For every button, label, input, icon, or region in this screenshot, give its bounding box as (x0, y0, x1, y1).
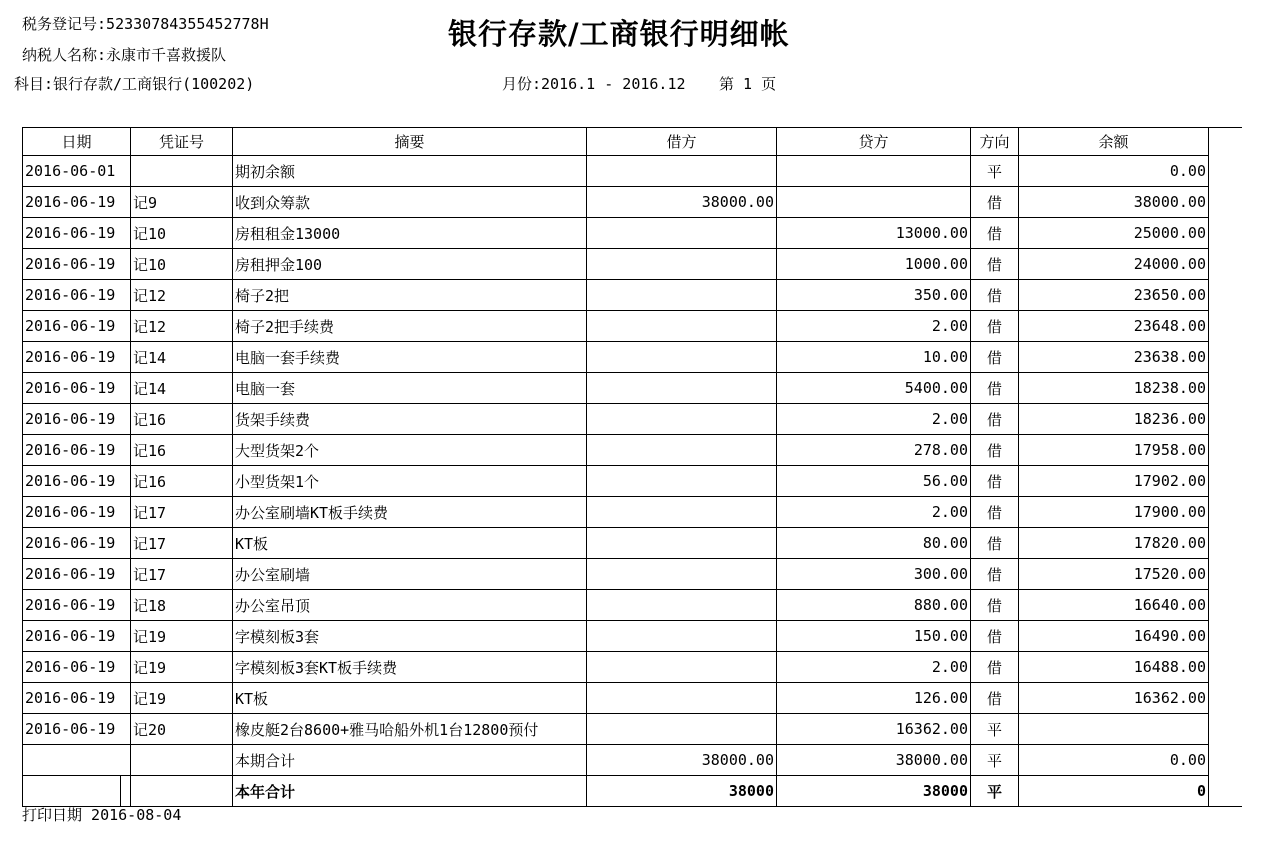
cell-credit (777, 156, 971, 187)
cell-voucher: 记20 (131, 714, 233, 745)
cell-direction: 借 (971, 528, 1019, 559)
cell-credit: 13000.00 (777, 218, 971, 249)
cell-direction: 借 (971, 621, 1019, 652)
table-header-row (23, 128, 1242, 156)
cell-voucher: 记17 (131, 559, 233, 590)
cell-debit (587, 559, 777, 590)
col-header-debit: 借方 (587, 128, 777, 156)
cell-date: 2016-06-19 (23, 528, 131, 559)
cell-debit (587, 621, 777, 652)
table-row (23, 156, 1242, 187)
cell-direction: 借 (971, 373, 1019, 404)
cell-debit (587, 652, 777, 683)
cell-credit: 2.00 (777, 652, 971, 683)
cell-credit: 80.00 (777, 528, 971, 559)
cell-direction: 借 (971, 435, 1019, 466)
page-title: 银行存款/工商银行明细帐 (448, 17, 790, 51)
cell-debit (587, 435, 777, 466)
cell-date: 2016-06-19 (23, 311, 131, 342)
subject-value: 银行存款/工商银行(100202) (53, 75, 255, 93)
table-tail-cell (1209, 745, 1242, 776)
table-tail-cell (1209, 373, 1242, 404)
cell-debit (587, 497, 777, 528)
table-tail-cell (1209, 311, 1242, 342)
cell-summary: 椅子2把 (233, 280, 587, 311)
taxpayer-value: 永康市千喜救援队 (106, 46, 227, 64)
table-row (23, 342, 1242, 373)
cell-voucher: 记18 (131, 590, 233, 621)
cell-debit: 38000.00 (587, 187, 777, 218)
cell-date: 2016-06-19 (23, 280, 131, 311)
cell-summary: 大型货架2个 (233, 435, 587, 466)
cell-credit: 16362.00 (777, 714, 971, 745)
cell-voucher: 记17 (131, 528, 233, 559)
cell-credit: 2.00 (777, 311, 971, 342)
cell-summary: 货架手续费 (233, 404, 587, 435)
cell-direction: 借 (971, 683, 1019, 714)
table-tail-cell (1209, 776, 1242, 807)
cell-balance: 0.00 (1019, 156, 1209, 187)
table-tail-cell (1209, 714, 1242, 745)
period-value: 2016.1 - 2016.12 (541, 75, 686, 93)
table-tail-cell (1209, 280, 1242, 311)
cell-direction: 平 (971, 776, 1019, 807)
cell-date: 2016-06-19 (23, 404, 131, 435)
cell-debit (587, 249, 777, 280)
cell-direction: 借 (971, 342, 1019, 373)
cell-date: 2016-06-19 (23, 373, 131, 404)
col-header-balance: 余额 (1019, 128, 1209, 156)
table-tail-cell (1209, 652, 1242, 683)
cell-direction: 借 (971, 559, 1019, 590)
cell-direction: 借 (971, 497, 1019, 528)
cell-date-gap (121, 776, 131, 807)
cell-summary: 电脑一套 (233, 373, 587, 404)
cell-voucher: 记16 (131, 404, 233, 435)
table-row (23, 187, 1242, 218)
cell-balance: 17900.00 (1019, 497, 1209, 528)
cell-debit (587, 342, 777, 373)
table-row (23, 683, 1242, 714)
table-tail-cell (1209, 156, 1242, 187)
cell-balance: 17958.00 (1019, 435, 1209, 466)
cell-date: 2016-06-19 (23, 714, 131, 745)
cell-voucher: 记14 (131, 373, 233, 404)
cell-voucher: 记17 (131, 497, 233, 528)
cell-voucher: 记19 (131, 683, 233, 714)
table-row (23, 404, 1242, 435)
cell-debit (587, 218, 777, 249)
cell-summary: 收到众筹款 (233, 187, 587, 218)
cell-debit (587, 373, 777, 404)
cell-summary: 本期合计 (233, 745, 587, 776)
cell-summary: 字模刻板3套KT板手续费 (233, 652, 587, 683)
cell-direction: 借 (971, 280, 1019, 311)
subject-line (14, 73, 254, 94)
cell-direction: 借 (971, 311, 1019, 342)
table-tail-cell (1209, 466, 1242, 497)
cell-voucher: 记9 (131, 187, 233, 218)
table-row (23, 528, 1242, 559)
table-tail-cell (1209, 435, 1242, 466)
cell-credit: 1000.00 (777, 249, 971, 280)
print-date-line (22, 804, 181, 825)
cell-direction: 借 (971, 466, 1019, 497)
table-row (23, 435, 1242, 466)
table-row (23, 373, 1242, 404)
cell-date: 2016-06-19 (23, 683, 131, 714)
print-date-label: 打印日期 (22, 806, 83, 824)
cell-voucher: 记10 (131, 249, 233, 280)
cell-balance: 23650.00 (1019, 280, 1209, 311)
tax-id-line (22, 13, 269, 34)
cell-date: 2016-06-19 (23, 559, 131, 590)
cell-date: 2016-06-19 (23, 435, 131, 466)
cell-balance: 18238.00 (1019, 373, 1209, 404)
cell-summary: 橡皮艇2台8600+雅马哈船外机1台12800预付 (233, 714, 587, 745)
table-row (23, 652, 1242, 683)
cell-debit (587, 311, 777, 342)
cell-credit: 278.00 (777, 435, 971, 466)
table-tail-cell (1209, 404, 1242, 435)
period-label: 月份: (502, 75, 542, 93)
cell-credit: 880.00 (777, 590, 971, 621)
cell-summary: 办公室吊顶 (233, 590, 587, 621)
cell-credit: 350.00 (777, 280, 971, 311)
cell-balance: 17902.00 (1019, 466, 1209, 497)
cell-debit (587, 683, 777, 714)
cell-balance: 38000.00 (1019, 187, 1209, 218)
cell-credit: 38000 (777, 776, 971, 807)
cell-balance: 23638.00 (1019, 342, 1209, 373)
cell-direction: 借 (971, 652, 1019, 683)
cell-direction: 借 (971, 249, 1019, 280)
cell-date: 2016-06-19 (23, 342, 131, 373)
cell-balance: 17520.00 (1019, 559, 1209, 590)
cell-direction: 平 (971, 714, 1019, 745)
cell-direction: 借 (971, 590, 1019, 621)
cell-date: 2016-06-19 (23, 187, 131, 218)
cell-credit: 38000.00 (777, 745, 971, 776)
cell-credit: 150.00 (777, 621, 971, 652)
cell-balance (1019, 714, 1209, 745)
table-tail-cell (1209, 128, 1242, 156)
cell-voucher: 记19 (131, 621, 233, 652)
cell-summary: 办公室刷墙KT板手续费 (233, 497, 587, 528)
cell-balance: 0.00 (1019, 745, 1209, 776)
tax-id-value: 52330784355452778H (106, 15, 269, 33)
cell-debit (587, 404, 777, 435)
cell-summary: 电脑一套手续费 (233, 342, 587, 373)
cell-balance: 0 (1019, 776, 1209, 807)
cell-direction: 借 (971, 218, 1019, 249)
cell-summary: 办公室刷墙 (233, 559, 587, 590)
col-header-direction: 方向 (971, 128, 1019, 156)
cell-balance: 25000.00 (1019, 218, 1209, 249)
table-tail-cell (1209, 218, 1242, 249)
table-row (23, 559, 1242, 590)
year-total-row (23, 776, 1242, 807)
cell-date: 2016-06-19 (23, 218, 131, 249)
cell-debit (587, 466, 777, 497)
cell-date: 2016-06-19 (23, 621, 131, 652)
cell-date (23, 745, 131, 776)
table-tail-cell (1209, 497, 1242, 528)
cell-date: 2016-06-19 (23, 497, 131, 528)
table-row (23, 311, 1242, 342)
cell-direction: 借 (971, 187, 1019, 218)
print-date-value: 2016-08-04 (91, 806, 182, 824)
ledger-table (22, 127, 1242, 807)
cell-debit (587, 280, 777, 311)
col-header-summary: 摘要 (233, 128, 587, 156)
cell-credit (777, 187, 971, 218)
col-header-voucher: 凭证号 (131, 128, 233, 156)
cell-balance: 24000.00 (1019, 249, 1209, 280)
cell-balance: 16362.00 (1019, 683, 1209, 714)
table-tail-cell (1209, 559, 1242, 590)
table-row (23, 466, 1242, 497)
cell-credit: 10.00 (777, 342, 971, 373)
cell-balance: 16488.00 (1019, 652, 1209, 683)
cell-voucher: 记14 (131, 342, 233, 373)
cell-date: 2016-06-19 (23, 590, 131, 621)
cell-debit (587, 156, 777, 187)
cell-direction: 借 (971, 404, 1019, 435)
table-row (23, 590, 1242, 621)
cell-credit: 5400.00 (777, 373, 971, 404)
cell-summary: 字模刻板3套 (233, 621, 587, 652)
col-header-date: 日期 (23, 128, 131, 156)
cell-credit: 300.00 (777, 559, 971, 590)
cell-credit: 2.00 (777, 497, 971, 528)
table-tail-cell (1209, 528, 1242, 559)
cell-summary: 房租租金13000 (233, 218, 587, 249)
cell-summary: 期初余额 (233, 156, 587, 187)
cell-credit: 56.00 (777, 466, 971, 497)
table-row (23, 714, 1242, 745)
cell-balance: 18236.00 (1019, 404, 1209, 435)
cell-voucher (131, 156, 233, 187)
table-row (23, 497, 1242, 528)
cell-summary: 本年合计 (233, 776, 587, 807)
cell-voucher: 记16 (131, 466, 233, 497)
ledger-body (23, 156, 1242, 807)
cell-voucher: 记16 (131, 435, 233, 466)
tax-id-label: 税务登记号: (22, 15, 107, 33)
cell-date: 2016-06-19 (23, 466, 131, 497)
cell-debit (587, 714, 777, 745)
cell-direction: 平 (971, 156, 1019, 187)
taxpayer-label: 纳税人名称: (22, 46, 107, 64)
cell-debit: 38000.00 (587, 745, 777, 776)
cell-voucher: 记10 (131, 218, 233, 249)
cell-voucher (131, 745, 233, 776)
cell-summary: 椅子2把手续费 (233, 311, 587, 342)
page-number: 第 1 页 (719, 75, 777, 93)
table-tail-cell (1209, 621, 1242, 652)
cell-voucher (131, 776, 233, 807)
table-row (23, 745, 1242, 776)
table-tail-cell (1209, 683, 1242, 714)
cell-debit (587, 528, 777, 559)
table-row (23, 280, 1242, 311)
table-tail-cell (1209, 590, 1242, 621)
cell-balance: 23648.00 (1019, 311, 1209, 342)
cell-voucher: 记12 (131, 311, 233, 342)
table-tail-cell (1209, 342, 1242, 373)
cell-credit: 126.00 (777, 683, 971, 714)
cell-date: 2016-06-01 (23, 156, 131, 187)
cell-date: 2016-06-19 (23, 249, 131, 280)
cell-balance: 17820.00 (1019, 528, 1209, 559)
cell-balance: 16490.00 (1019, 621, 1209, 652)
table-row (23, 218, 1242, 249)
cell-direction: 平 (971, 745, 1019, 776)
cell-date: 2016-06-19 (23, 652, 131, 683)
cell-summary: 房租押金100 (233, 249, 587, 280)
cell-summary: 小型货架1个 (233, 466, 587, 497)
cell-summary: KT板 (233, 528, 587, 559)
subject-label: 科目: (14, 75, 54, 93)
cell-balance: 16640.00 (1019, 590, 1209, 621)
table-tail-cell (1209, 249, 1242, 280)
cell-voucher: 记19 (131, 652, 233, 683)
cell-credit: 2.00 (777, 404, 971, 435)
table-row (23, 249, 1242, 280)
table-tail-cell (1209, 187, 1242, 218)
cell-voucher: 记12 (131, 280, 233, 311)
cell-debit: 38000 (587, 776, 777, 807)
cell-date (23, 776, 121, 807)
col-header-credit: 贷方 (777, 128, 971, 156)
taxpayer-line (22, 44, 226, 65)
period-line (502, 73, 686, 94)
table-row (23, 621, 1242, 652)
cell-summary: KT板 (233, 683, 587, 714)
cell-debit (587, 590, 777, 621)
